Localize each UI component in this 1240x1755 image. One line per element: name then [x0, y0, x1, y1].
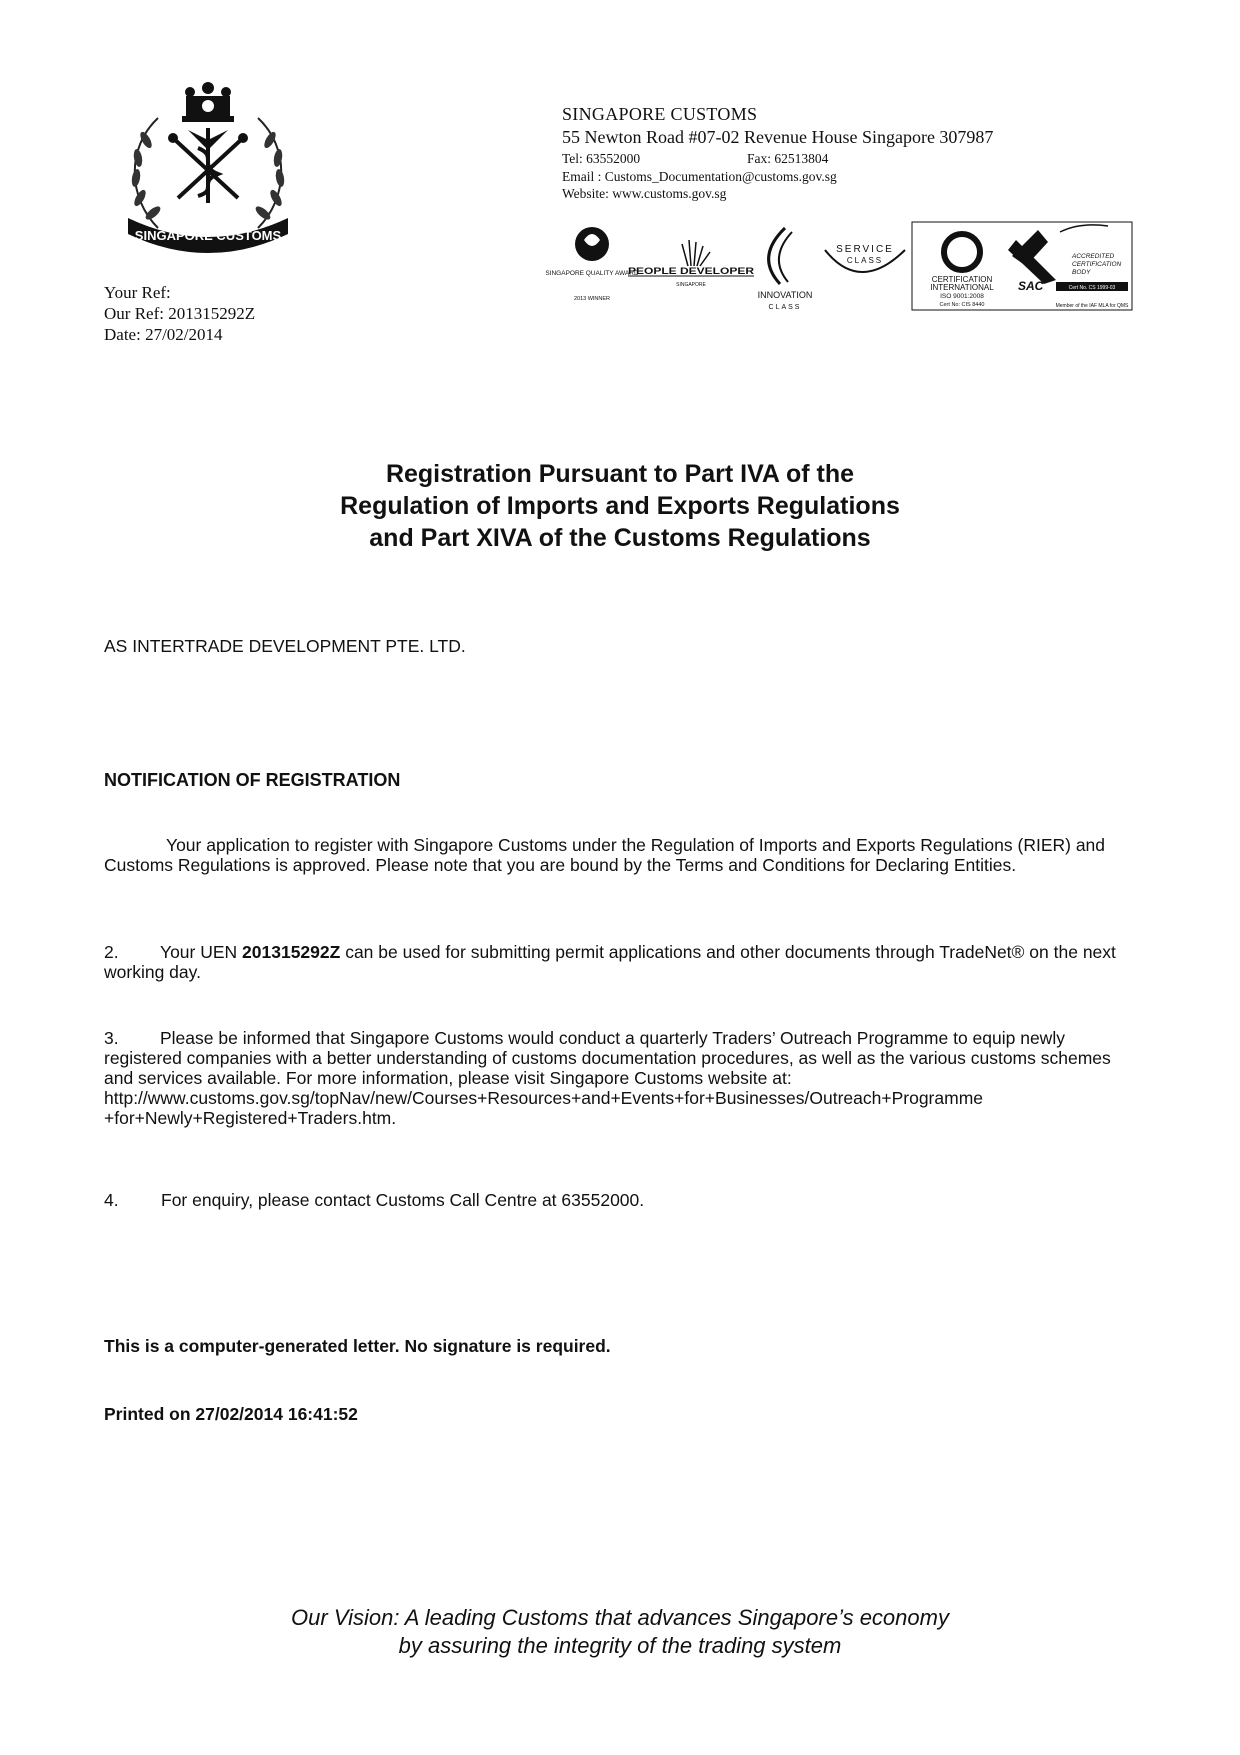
- title-line-3: and Part XIVA of the Customs Regulations: [369, 524, 871, 552]
- certification-international-text: INTERNATIONAL: [930, 283, 994, 292]
- innovation-text: INNOVATION: [757, 290, 813, 300]
- your-ref: Your Ref:: [104, 283, 171, 302]
- agency-tel: Tel: 63552000: [562, 151, 641, 166]
- certification-text: CERTIFICATION: [931, 275, 993, 284]
- people-developer-sub-text: SINGAPORE: [676, 282, 706, 288]
- agency-name: SINGAPORE CUSTOMS: [562, 104, 758, 124]
- service-class-logo: [825, 244, 905, 272]
- cert-no-text: Cert No: CIS 8440: [939, 302, 985, 308]
- sac-accredited-logo: [1008, 225, 1129, 309]
- paragraph-2-number: 2.: [104, 942, 119, 962]
- singapore-customs-crest-logo: [118, 78, 298, 253]
- paragraph-1-text: Your application to register with Singapore Customs under the Regulation of Imports and Exports Regulations (RIER) and Customs Regulations is approved. Please note that you are bound by the Terms and Conditions for Declaring Entities.: [104, 835, 1106, 875]
- iso-text: ISO 9001:2008: [940, 293, 984, 300]
- quality-award-winner-text: 2013 WINNER: [573, 296, 611, 302]
- vision-line-1: Our Vision: A leading Customs that advances Singapore’s economy: [291, 1605, 949, 1630]
- paragraph-4-number: 4.: [104, 1190, 119, 1210]
- people-developer-logo: [628, 240, 755, 288]
- iaf-text: Member of the IAF MLA for QMS: [1055, 303, 1129, 309]
- paragraph-3-text: Please be informed that Singapore Customs would conduct a quarterly Traders’ Outreach Programme to equip newly registered companies with a better understanding of customs documentation procedures, as well as the various customs schemes and services available. For more information, please visit Singapore Customs website at:: [104, 1028, 1111, 1088]
- paragraph-3: [104, 1028, 1124, 1128]
- quality-award-logo: [545, 227, 639, 302]
- notification-heading: NOTIFICATION OF REGISTRATION: [104, 770, 401, 790]
- company-name: AS INTERTRADE DEVELOPMENT PTE. LTD.: [104, 636, 466, 656]
- vision-statement: [0, 1604, 1240, 1660]
- people-developer-text: PEOPLE DEVELOPER: [628, 266, 755, 276]
- title-line-2: Regulation of Imports and Exports Regulations: [340, 492, 900, 520]
- outreach-programme-url: http://www.customs.gov.sg/topNav/new/Courses+Resources+and+Events+for+Businesses/Outreach+Programme: [104, 1088, 983, 1108]
- our-ref: Our Ref: 201315292Z: [104, 304, 256, 323]
- certification-logos: [545, 222, 1140, 327]
- certification-international-logo: [930, 234, 994, 308]
- computer-generated-note: This is a computer-generated letter. No signature is required.: [104, 1336, 611, 1356]
- agency-website: Website: www.customs.gov.sg: [562, 186, 727, 201]
- outreach-programme-url-cont: +for+Newly+Registered+Traders.htm.: [104, 1108, 397, 1128]
- paragraph-2-text-before: Your UEN: [160, 942, 243, 962]
- agency-fax: Fax: 62513804: [747, 151, 829, 166]
- letter-date: Date: 27/02/2014: [104, 325, 223, 344]
- crest-banner-text: SINGAPORE CUSTOMS: [134, 228, 282, 243]
- document-title: [0, 458, 1240, 554]
- sac-text: SAC: [1018, 279, 1044, 293]
- paragraph-2: [104, 942, 1124, 982]
- vision-line-2: by assuring the integrity of the trading system: [398, 1633, 842, 1658]
- paragraph-3-number: 3.: [104, 1028, 119, 1048]
- accredited-certification-text: CERTIFICATION: [1072, 261, 1122, 268]
- service-class-text: CLASS: [846, 256, 884, 265]
- paragraph-1: [104, 835, 1124, 875]
- innovation-class-text: CLASS: [768, 304, 802, 311]
- uen-number: 201315292Z: [242, 942, 341, 962]
- paragraph-4: [104, 1190, 1124, 1210]
- service-text: SERVICE: [836, 244, 894, 255]
- accredited-text: ACCREDITED: [1072, 253, 1115, 260]
- agency-address: 55 Newton Road #07-02 Revenue House Singapore 307987: [562, 127, 994, 147]
- title-line-1: Registration Pursuant to Part IVA of the: [385, 460, 855, 488]
- paragraph-2-text-after: can be used for submitting permit applications and other documents through TradeNet® on the next working day.: [104, 942, 1116, 982]
- quality-award-text: SINGAPORE QUALITY AWARD: [545, 270, 639, 277]
- accredited-body-text: BODY: [1072, 269, 1091, 276]
- sac-cert-text: Cert No. CS 1999-03: [1068, 285, 1116, 291]
- innovation-class-logo: [758, 228, 813, 311]
- paragraph-4-text: For enquiry, please contact Customs Call Centre at 63552000.: [161, 1190, 645, 1210]
- agency-email: Email : Customs_Documentation@customs.gov.sg: [562, 169, 837, 184]
- printed-on-timestamp: Printed on 27/02/2014 16:41:52: [104, 1404, 358, 1424]
